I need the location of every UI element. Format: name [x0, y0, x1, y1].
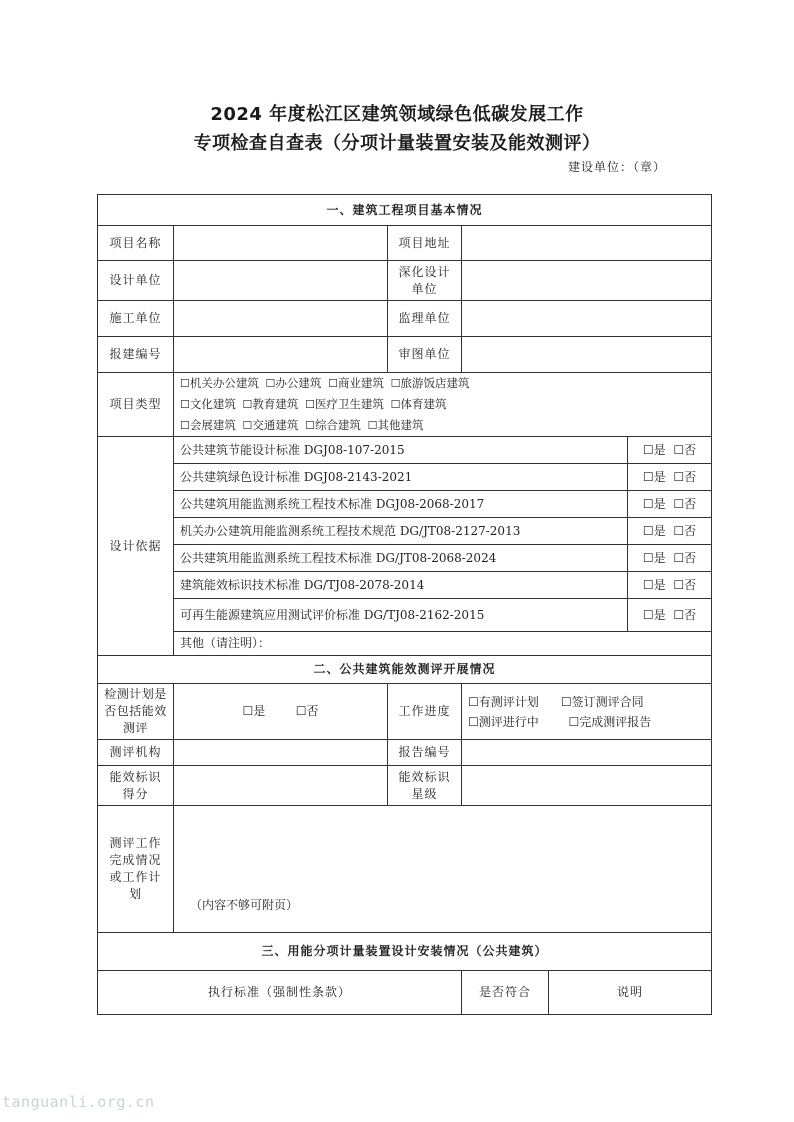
col-standard-header: 执行标准（强制性条款） — [98, 971, 462, 1015]
checkbox-icon: ☐ — [673, 496, 685, 511]
no-label: 否 — [684, 496, 697, 511]
site-watermark: tanguanli.org.cn — [2, 1093, 155, 1111]
project-address-field[interactable] — [462, 226, 712, 261]
project-type-option[interactable] — [391, 397, 447, 411]
other-standard-field[interactable]: 其他（请注明）： — [174, 632, 712, 656]
yes-no-choice[interactable] — [628, 572, 712, 599]
design-basis-label: 设计依据 — [98, 437, 174, 656]
no-label: 否 — [684, 607, 697, 622]
no-label: 否 — [684, 469, 697, 484]
design-unit-field[interactable] — [174, 261, 388, 301]
score-label: 能效标识得分 — [98, 766, 174, 806]
project-type-option[interactable] — [180, 376, 259, 390]
agency-field[interactable] — [174, 740, 388, 766]
no-label: 否 — [684, 577, 697, 592]
project-type-option[interactable] — [368, 418, 424, 432]
col-comply-header: 是否符合 — [462, 971, 549, 1015]
option-label: 测评进行中 — [478, 714, 539, 729]
checkbox-icon: ☐ — [642, 442, 654, 457]
review-unit-label: 审图单位 — [388, 337, 462, 373]
yes-no-choice[interactable] — [628, 518, 712, 545]
option-label: 医疗卫生建筑 — [314, 397, 384, 411]
project-type-option[interactable] — [180, 397, 236, 411]
checkbox-icon: ☐ — [642, 469, 654, 484]
checkbox-icon: ☐ — [367, 419, 378, 432]
plan-yes-no-choice[interactable] — [174, 684, 388, 740]
yes-no-choice[interactable] — [628, 545, 712, 572]
checkbox-icon: ☐ — [305, 419, 315, 432]
checkbox-icon: ☐ — [673, 607, 685, 622]
checkbox-icon: ☐ — [180, 398, 190, 411]
yes-no-choice[interactable] — [628, 437, 712, 464]
checkbox-icon: ☐ — [242, 398, 253, 411]
yes-label: 是 — [653, 607, 666, 622]
option-label: 会展建筑 — [189, 418, 236, 432]
project-type-option[interactable] — [266, 376, 322, 390]
project-type-option[interactable] — [305, 418, 361, 432]
yes-label: 是 — [253, 704, 266, 718]
progress-option[interactable] — [568, 715, 651, 729]
standard-item: 机关办公建筑用能监测系统工程技术规范 DG/JT08-2127-2013 — [174, 518, 628, 545]
checkbox-icon: ☐ — [642, 523, 654, 538]
option-label: 完成测评报告 — [579, 714, 652, 729]
project-type-options — [174, 373, 712, 437]
plan-includes-label: 检测计划是否包括能效测评 — [98, 684, 174, 740]
checkbox-icon: ☐ — [242, 704, 254, 718]
completion-field[interactable] — [174, 806, 712, 933]
checkbox-icon: ☐ — [568, 714, 580, 729]
yes-label: 是 — [653, 523, 666, 538]
option-label: 教育建筑 — [252, 397, 299, 411]
no-label: 否 — [684, 523, 697, 538]
supervision-unit-label: 监理单位 — [388, 301, 462, 337]
progress-option[interactable] — [468, 695, 539, 709]
filing-no-field[interactable] — [174, 337, 388, 373]
project-type-option[interactable] — [243, 397, 299, 411]
yes-no-choice[interactable] — [628, 599, 712, 632]
no-label: 否 — [684, 550, 697, 565]
filing-no-label: 报建编号 — [98, 337, 174, 373]
checkbox-icon: ☐ — [295, 704, 307, 718]
option-label: 办公建筑 — [275, 376, 322, 390]
checkbox-icon: ☐ — [390, 398, 401, 411]
section1-title: 一、建筑工程项目基本情况 — [98, 195, 712, 226]
option-label: 有测评计划 — [478, 694, 539, 709]
checkbox-icon: ☐ — [390, 377, 401, 390]
section2-title: 二、公共建筑能效测评开展情况 — [98, 656, 712, 684]
checkbox-icon: ☐ — [265, 377, 276, 390]
yes-label: 是 — [653, 469, 666, 484]
checkbox-icon: ☐ — [673, 577, 685, 592]
yes-no-choice[interactable] — [628, 464, 712, 491]
deepen-design-unit-label: 深化设计单位 — [388, 261, 462, 301]
yes-label: 是 — [653, 577, 666, 592]
option-label: 交通建筑 — [252, 418, 299, 432]
option-label: 机关办公建筑 — [189, 376, 259, 390]
project-type-label: 项目类型 — [98, 373, 174, 437]
section3-title: 三、用能分项计量装置设计安装情况（公共建筑） — [98, 933, 712, 971]
standard-item: 公共建筑节能设计标准 DGJ08-107-2015 — [174, 437, 628, 464]
progress-option[interactable] — [468, 715, 539, 729]
checkbox-icon: ☐ — [305, 398, 315, 411]
project-name-label: 项目名称 — [98, 226, 174, 261]
progress-option[interactable] — [561, 695, 644, 709]
page-title-line2: 专项检查自查表（分项计量装置安装及能效测评） — [193, 133, 601, 154]
checkbox-icon: ☐ — [673, 550, 685, 565]
completion-label: 测评工作完成情况或工作计划 — [98, 806, 174, 933]
progress-label: 工作进度 — [388, 684, 462, 740]
checkbox-icon: ☐ — [642, 550, 654, 565]
construction-unit-seal-label: 建设单位：（章） — [568, 160, 667, 174]
checkbox-icon: ☐ — [180, 377, 190, 390]
attach-note: （内容不够可附页） — [190, 898, 299, 912]
supervision-unit-field[interactable] — [462, 301, 712, 337]
yes-no-choice[interactable] — [628, 491, 712, 518]
standard-item: 可再生能源建筑应用测试评价标准 DG/TJ08-2162-2015 — [174, 599, 628, 632]
option-label: 综合建筑 — [314, 418, 361, 432]
checkbox-icon: ☐ — [673, 469, 685, 484]
review-unit-field[interactable] — [462, 337, 712, 373]
yes-label: 是 — [653, 496, 666, 511]
standard-item: 公共建筑用能监测系统工程技术标准 DG/JT08-2068-2024 — [174, 545, 628, 572]
score-field[interactable] — [174, 766, 388, 806]
yes-label: 是 — [653, 550, 666, 565]
design-unit-label: 设计单位 — [98, 261, 174, 301]
project-type-option[interactable] — [391, 376, 470, 390]
agency-label: 测评机构 — [98, 740, 174, 766]
checkbox-icon: ☐ — [673, 442, 685, 457]
checkbox-icon: ☐ — [328, 377, 338, 390]
project-type-option[interactable] — [328, 376, 384, 390]
star-field[interactable] — [462, 766, 712, 806]
standard-item: 建筑能效标识技术标准 DG/TJ08-2078-2014 — [174, 572, 628, 599]
inspection-form — [97, 194, 712, 1015]
no-label: 否 — [306, 704, 319, 718]
option-label: 文化建筑 — [189, 397, 236, 411]
project-type-option[interactable] — [180, 418, 236, 432]
checkbox-icon: ☐ — [560, 694, 572, 709]
project-type-option[interactable] — [243, 418, 299, 432]
report-no-field[interactable] — [462, 740, 712, 766]
standard-item: 公共建筑绿色设计标准 DGJ08-2143-2021 — [174, 464, 628, 491]
construction-unit-field[interactable] — [174, 301, 388, 337]
checkbox-icon: ☐ — [468, 694, 479, 709]
checkbox-icon: ☐ — [468, 714, 479, 729]
project-name-field[interactable] — [174, 226, 388, 261]
report-no-label: 报告编号 — [388, 740, 462, 766]
deepen-design-unit-field[interactable] — [462, 261, 712, 301]
checkbox-icon: ☐ — [642, 496, 654, 511]
construction-unit-label: 施工单位 — [98, 301, 174, 337]
col-note-header: 说明 — [549, 971, 712, 1015]
progress-options — [462, 684, 712, 740]
option-label: 其他建筑 — [377, 418, 424, 432]
checkbox-icon: ☐ — [642, 607, 654, 622]
star-label: 能效标识星级 — [388, 766, 462, 806]
yes-label: 是 — [653, 442, 666, 457]
standard-item: 公共建筑用能监测系统工程技术标准 DGJ08-2068-2017 — [174, 491, 628, 518]
no-label: 否 — [684, 442, 697, 457]
option-label: 商业建筑 — [337, 376, 384, 390]
page-title-line1: 2024 年度松江区建筑领域绿色低碳发展工作 — [210, 104, 584, 125]
checkbox-icon: ☐ — [180, 419, 190, 432]
project-address-label: 项目地址 — [388, 226, 462, 261]
option-label: 旅游饭店建筑 — [400, 376, 470, 390]
option-label: 体育建筑 — [400, 397, 447, 411]
checkbox-icon: ☐ — [642, 577, 654, 592]
checkbox-icon: ☐ — [242, 419, 253, 432]
checkbox-icon: ☐ — [673, 523, 685, 538]
project-type-option[interactable] — [305, 397, 384, 411]
option-label: 签订测评合同 — [571, 694, 644, 709]
